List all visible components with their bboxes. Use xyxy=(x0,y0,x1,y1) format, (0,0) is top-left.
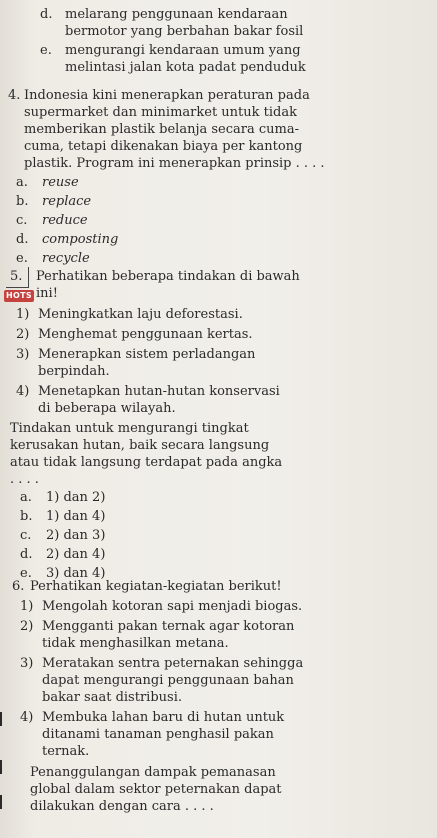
item-text: Meningkatkan laju deforestasi. xyxy=(38,307,243,322)
option-label: b. xyxy=(16,194,29,209)
item-label: 1) xyxy=(16,307,30,322)
option-label: d. xyxy=(40,7,53,22)
q5-item-1 xyxy=(16,306,437,323)
question-line: kerusakan hutan, baik secara langsung xyxy=(10,438,270,453)
option-label: d. xyxy=(20,547,33,562)
option-label: a. xyxy=(20,490,32,505)
q5-option-a[interactable] xyxy=(20,488,437,507)
item-text: Membuka lahan baru di hutan untuk xyxy=(42,710,285,725)
q4-options xyxy=(16,173,437,268)
q3-option-e xyxy=(40,42,437,76)
item-label: 1) xyxy=(20,599,34,614)
item-text: berpindah. xyxy=(38,364,110,379)
q4-option-b[interactable] xyxy=(16,192,437,211)
item-label: 3) xyxy=(16,347,30,362)
option-text-line: melarang penggunaan kendaraan xyxy=(65,7,288,22)
question-line: . . . . xyxy=(10,472,39,487)
option-label: c. xyxy=(20,528,32,543)
binding-mark xyxy=(0,712,2,726)
question-6 xyxy=(12,578,437,815)
item-text: Mengolah kotoran sapi menjadi biogas. xyxy=(42,599,303,614)
question-number: 4. xyxy=(8,88,21,103)
q6-items xyxy=(20,598,437,760)
item-text: ternak. xyxy=(42,744,90,759)
q6-item-4 xyxy=(20,709,437,760)
q5-item-2 xyxy=(16,326,437,343)
q6-item-3 xyxy=(20,655,437,706)
q5-option-c[interactable] xyxy=(20,526,437,545)
option-label: d. xyxy=(16,232,29,247)
q5-options xyxy=(20,488,437,583)
question-4 xyxy=(8,87,437,268)
question-line: Penanggulangan dampak pemanasan xyxy=(30,765,276,780)
item-text: bakar saat distribusi. xyxy=(42,690,182,705)
stem-line: plastik. Program ini menerapkan prinsip . . . . xyxy=(24,156,325,171)
q4-option-d[interactable] xyxy=(16,230,437,249)
hots-badge: HOTS xyxy=(4,290,34,302)
q4-stem xyxy=(8,87,437,172)
question-number: 6. xyxy=(12,579,25,594)
option-text: 3) dan 4) xyxy=(46,566,106,581)
stem-line: ini! xyxy=(36,286,58,301)
q5-items xyxy=(16,306,437,417)
binding-mark xyxy=(0,795,2,809)
stem-line: Perhatikan kegiatan-kegiatan berikut! xyxy=(30,579,282,594)
q4-option-e[interactable] xyxy=(16,249,437,268)
stem-line: Perhatikan beberapa tindakan di bawah xyxy=(36,269,300,284)
question-5 xyxy=(10,268,437,583)
option-label: e. xyxy=(20,566,32,581)
question-number: 5. xyxy=(10,269,23,284)
q5-stem xyxy=(10,268,437,302)
q5-item-4 xyxy=(16,383,437,417)
option-text: recycle xyxy=(42,251,90,266)
item-text: Menghemat penggunaan kertas. xyxy=(38,327,253,342)
option-label: e. xyxy=(16,251,28,266)
option-label: a. xyxy=(16,175,28,190)
q5-option-d[interactable] xyxy=(20,545,437,564)
q6-stem xyxy=(12,578,437,595)
q3-tail xyxy=(40,6,437,76)
option-label: b. xyxy=(20,509,33,524)
item-text: Meratakan sentra peternakan sehingga xyxy=(42,656,304,671)
question-line: global dalam sektor peternakan dapat xyxy=(30,782,282,797)
option-text: 2) dan 3) xyxy=(46,528,106,543)
item-text: Menerapkan sistem perladangan xyxy=(38,347,256,362)
item-text: Mengganti pakan ternak agar kotoran xyxy=(42,619,295,634)
option-text: 2) dan 4) xyxy=(46,547,106,562)
item-label: 3) xyxy=(20,656,34,671)
item-label: 4) xyxy=(16,384,30,399)
option-text: 1) dan 2) xyxy=(46,490,106,505)
q5-question xyxy=(10,420,437,488)
option-text: reuse xyxy=(42,175,79,190)
question-line: atau tidak langsung terdapat pada angka xyxy=(10,455,283,470)
stem-line: Indonesia kini menerapkan peraturan pada xyxy=(24,88,310,103)
q4-option-a[interactable] xyxy=(16,173,437,192)
option-text: 1) dan 4) xyxy=(46,509,106,524)
q4-option-c[interactable] xyxy=(16,211,437,230)
option-text: replace xyxy=(42,194,92,209)
item-label: 2) xyxy=(16,327,30,342)
stem-line: cuma, tetapi dikenakan biaya per kantong xyxy=(24,139,303,154)
option-text: composting xyxy=(42,232,119,247)
q5-item-3 xyxy=(16,346,437,380)
question-line: dilakukan dengan cara . . . . xyxy=(30,799,214,814)
item-text: di beberapa wilayah. xyxy=(38,401,176,416)
item-label: 2) xyxy=(20,619,34,634)
option-text-line: mengurangi kendaraan umum yang xyxy=(65,43,301,58)
q3-option-d xyxy=(40,6,437,40)
item-text: ditanami tanaman penghasil pakan xyxy=(42,727,274,742)
q5-option-b[interactable] xyxy=(20,507,437,526)
option-text: reduce xyxy=(42,213,88,228)
option-text-line: melintasi jalan kota padat penduduk xyxy=(65,60,306,75)
stem-line: memberikan plastik belanja secara cuma- xyxy=(24,122,299,137)
item-text: tidak menghasilkan metana. xyxy=(42,636,229,651)
q6-question xyxy=(30,764,437,815)
option-text-line: bermotor yang berbahan bakar fosil xyxy=(65,24,304,39)
question-line: Tindakan untuk mengurangi tingkat xyxy=(10,421,249,436)
binding-mark xyxy=(0,760,2,774)
q6-item-2 xyxy=(20,618,437,652)
stem-line: supermarket dan minimarket untuk tidak xyxy=(24,105,297,120)
item-text: Menetapkan hutan-hutan konservasi xyxy=(38,384,280,399)
option-label: c. xyxy=(16,213,28,228)
item-label: 4) xyxy=(20,710,34,725)
item-text: dapat mengurangi penggunaan bahan xyxy=(42,673,294,688)
option-label: e. xyxy=(40,43,52,58)
q6-item-1 xyxy=(20,598,437,615)
